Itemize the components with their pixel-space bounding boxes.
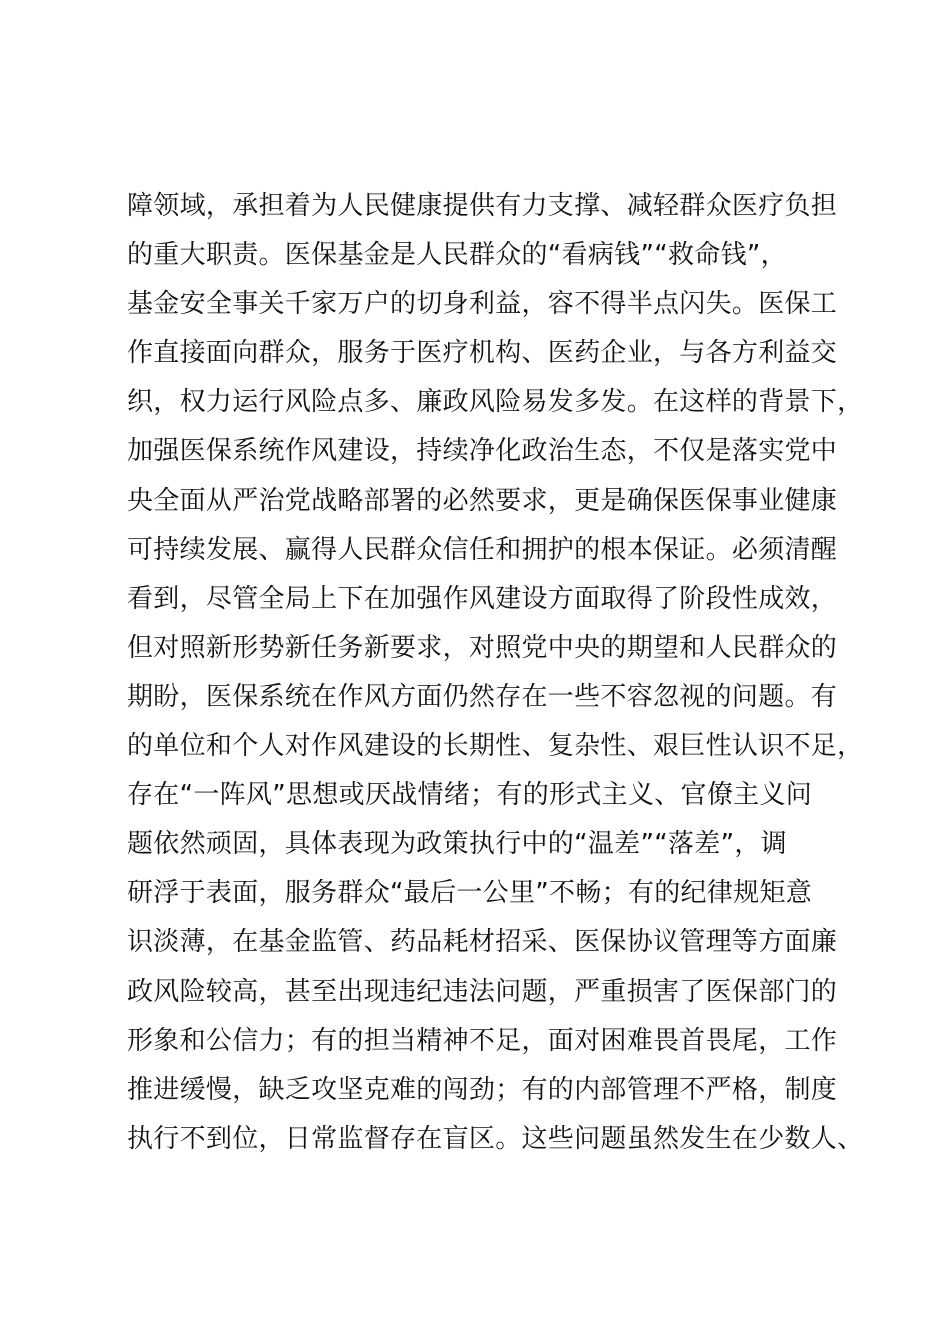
text-line-6: 加强医保系统作风建设，持续净化政治生态，不仅是落实党中 <box>127 436 838 467</box>
text-line-15: 研浮于表面，服务群众“最后一公里”不畅；有的纪律规矩意 <box>127 878 813 909</box>
text-line-12: 的单位和个人对作风建设的长期性、复杂性、艰巨性认识不足， <box>127 731 864 762</box>
text-line-14: 题依然顽固，具体表现为政策执行中的“温差”“落差”，调 <box>127 829 787 860</box>
text-line-1: 障领域，承担着为人民健康提供有力支撑、减轻群众医疗负担 <box>127 191 838 221</box>
text-line-18: 形象和公信力；有的担当精神不足，面对困难畏首畏尾，工作 <box>127 1025 838 1056</box>
text-line-10: 但对照新形势新任务新要求，对照党中央的期望和人民群众的 <box>127 632 838 663</box>
text-line-13: 存在“一阵风”思想或厌战情绪；有的形式主义、官僚主义问 <box>127 780 813 811</box>
text-line-7: 央全面从严治党战略部署的必然要求，更是确保医保事业健康 <box>127 485 838 516</box>
text-line-2: 的重大职责。医保基金是人民群众的“看病钱”“救命钱”， <box>127 240 787 271</box>
text-line-16: 识淡薄，在基金监管、药品耗材招采、医保协议管理等方面廉 <box>127 927 838 958</box>
text-line-19: 推进缓慢，缺乏攻坚克难的闯劲；有的内部管理不严格，制度 <box>127 1074 838 1105</box>
text-line-11: 期盼，医保系统在作风方面仍然存在一些不容忽视的问题。有 <box>127 681 838 712</box>
body-text <box>127 182 864 1164</box>
text-line-9: 看到，尽管全局上下在加强作风建设方面取得了阶段性成效， <box>127 583 838 614</box>
text-line-3: 基金安全事关千家万户的切身利益，容不得半点闪失。医保工 <box>127 289 838 320</box>
text-line-20: 执行不到位，日常监督存在盲区。这些问题虽然发生在少数人、 <box>127 1123 864 1154</box>
text-line-5: 织，权力运行风险点多、廉政风险易发多发。在这样的背景下， <box>127 387 864 418</box>
text-line-17: 政风险较高，甚至出现违纪违法问题，严重损害了医保部门的 <box>127 976 838 1007</box>
text-line-4: 作直接面向群众，服务于医疗机构、医药企业，与各方利益交 <box>127 338 838 369</box>
text-line-8: 可持续发展、赢得人民群众信任和拥护的根本保证。必须清醒 <box>127 534 838 565</box>
